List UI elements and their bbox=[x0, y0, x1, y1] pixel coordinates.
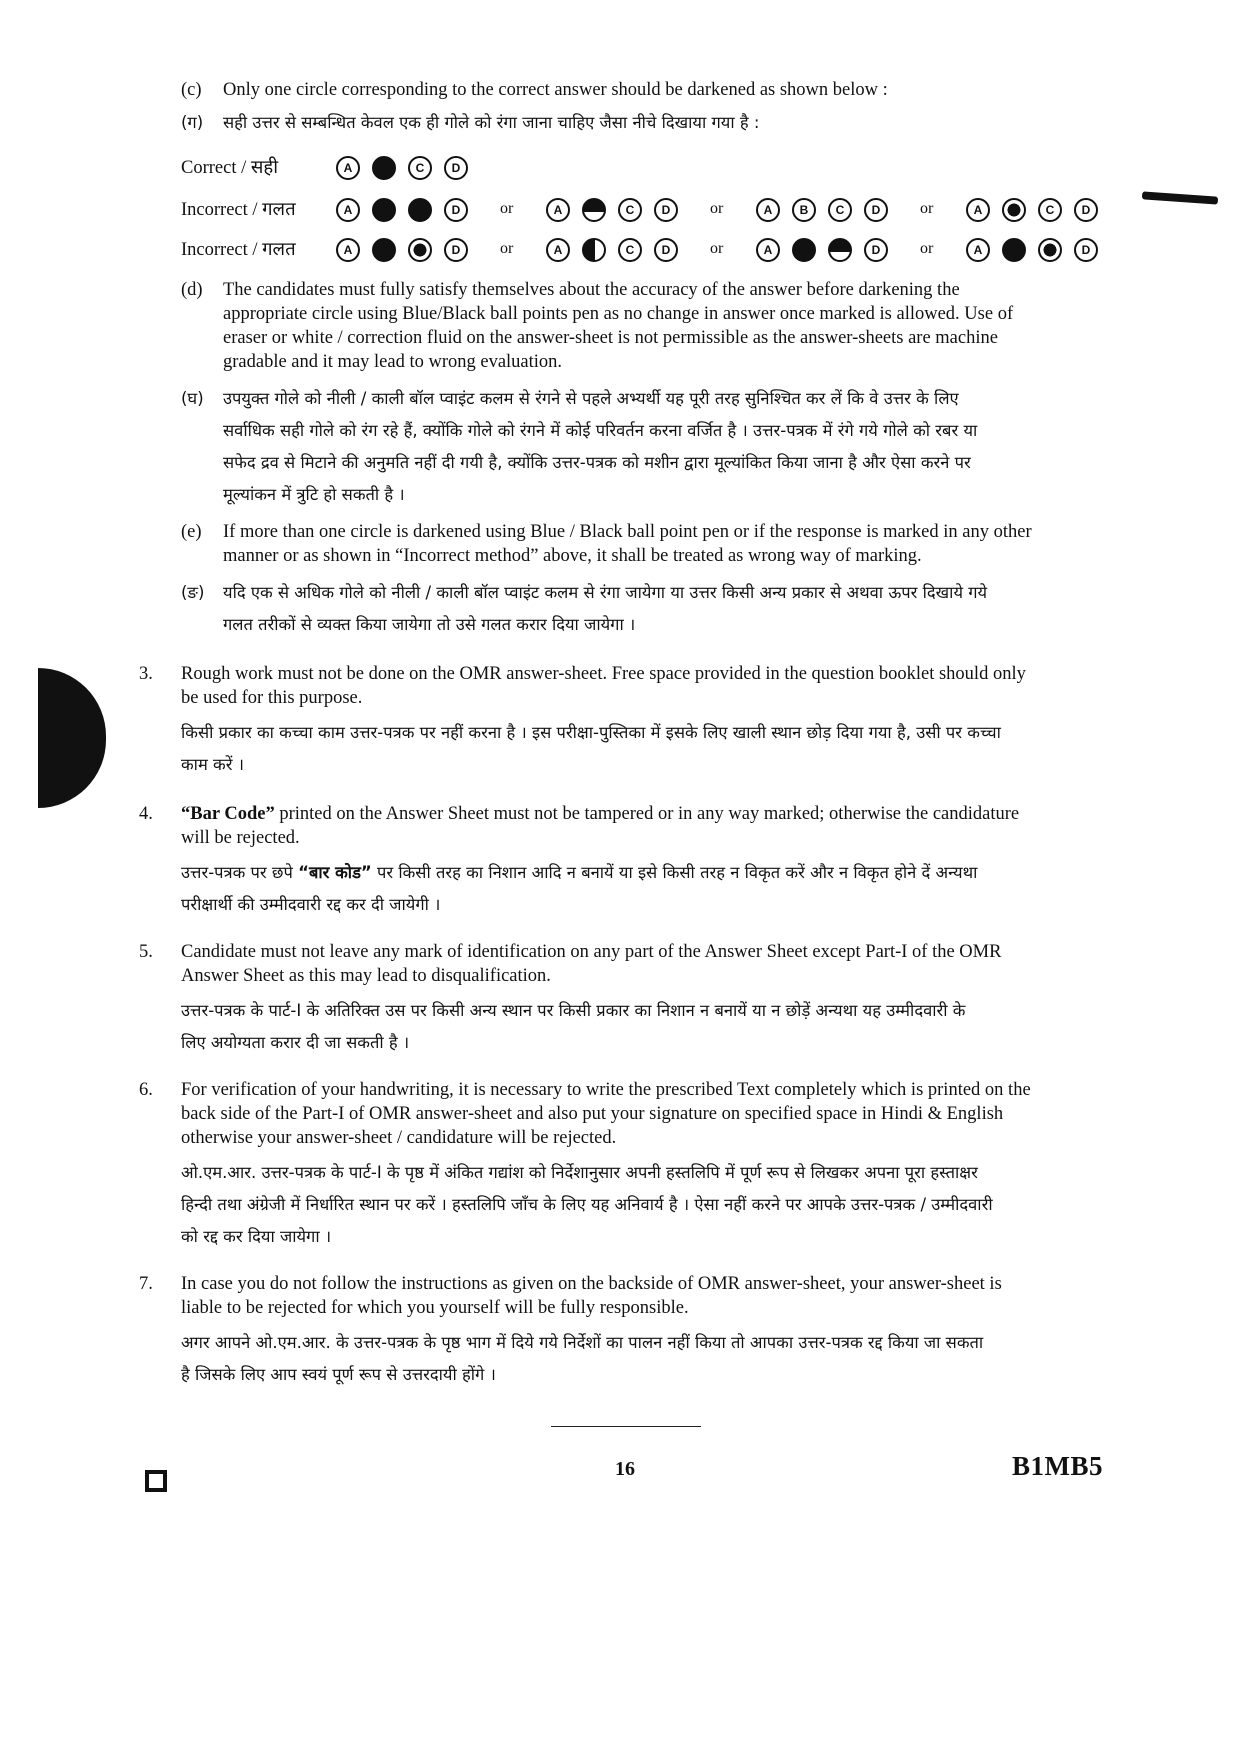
bubble-b-filled bbox=[1002, 238, 1026, 262]
bubble-a: A bbox=[966, 198, 990, 222]
item-d-hindi-line-1: उपयुक्त गोले को नीली / काली बॉल प्वाइंट कलम से रंगने से पहले अभ्यर्थी यह पूरी तरह सुनिश्चित कर लें कि वे उत्तर के लिए bbox=[223, 389, 959, 408]
item-6-number: 6. bbox=[139, 1080, 153, 1100]
incorrect-example-4 bbox=[966, 198, 1106, 226]
booklet-code: B1MB5 bbox=[1012, 1451, 1104, 1481]
item-3-line-1: Rough work must not be done on the OMR answer-sheet. Free space provided in the question booklet should only bbox=[181, 664, 1026, 684]
scan-registration-mark bbox=[38, 668, 106, 808]
item-6-line-2: back side of the Part-I of OMR answer-sheet and also put your signature on specified space in Hindi & English bbox=[181, 1104, 1004, 1124]
item-4-line-1-rest: printed on the Answer Sheet must not be tampered or in any way marked; otherwise the candidature bbox=[274, 804, 1020, 824]
bubble-d: D bbox=[864, 238, 888, 262]
bubble-d: D bbox=[444, 198, 468, 222]
item-5-line-2: Answer Sheet as this may lead to disqualification. bbox=[181, 966, 551, 986]
item-5-line-1: Candidate must not leave any mark of identification on any part of the Answer Sheet except Part-I of the OMR bbox=[181, 942, 1002, 962]
item-5-hindi-line-1: उत्तर-पत्रक के पार्ट-I के अतिरिक्त उस पर किसी अन्य स्थान पर किसी प्रकार का निशान न बनायें या न छोड़ें अन्यथा यह उम्मीदवारी के bbox=[181, 1001, 966, 1020]
bubble-d: D bbox=[444, 156, 468, 180]
corner-square-mark bbox=[145, 1470, 167, 1492]
bubble-a: A bbox=[546, 238, 570, 262]
bubble-a: A bbox=[336, 198, 360, 222]
item-e-hindi-line-1: यदि एक से अधिक गोले को नीली / काली बॉल प्वाइंट कलम से रंगा जायेगा या उत्तर किसी अन्य प्रकार से अथवा ऊपर दिखाये गये bbox=[223, 583, 988, 602]
bubble-d: D bbox=[654, 198, 678, 222]
item-c-label: (c) bbox=[181, 80, 202, 100]
incorrect-example-6 bbox=[546, 238, 686, 266]
incorrect-example-5 bbox=[336, 238, 476, 266]
item-3-hindi-line-2: काम करें । bbox=[181, 755, 244, 774]
item-3-number: 3. bbox=[139, 664, 153, 684]
incorrect-example-1 bbox=[336, 198, 476, 226]
item-e-line-1: If more than one circle is darkened using Blue / Black ball point pen or if the response is marked in any other bbox=[223, 522, 1032, 542]
bubble-c-partial bbox=[828, 238, 852, 262]
or-text: or bbox=[710, 240, 724, 257]
item-e-line-2: manner or as shown in “Incorrect method” above, it shall be treated as wrong way of marking. bbox=[223, 546, 922, 566]
item-6-line-1: For verification of your handwriting, it is necessary to write the prescribed Text completely which is printed on the bbox=[181, 1080, 1031, 1100]
bubble-b-partial bbox=[582, 198, 606, 222]
bubble-d: D bbox=[654, 238, 678, 262]
item-6-hindi-line-2: हिन्दी तथा अंग्रेजी में निर्धारित स्थान पर करें । हस्तलिपि जाँच के लिए यह अनिवार्य है । ऐसा नहीं करने पर आपके उत्तर-पत्रक / उम्मीदवारी bbox=[181, 1195, 993, 1214]
item-d-hindi-line-3: सफेद द्रव से मिटाने की अनुमति नहीं दी गयी है, क्योंकि उत्तर-पत्रक को मशीन द्वारा मूल्यांकित किया जाना है और ऐसा करने पर bbox=[223, 453, 971, 472]
or-text: or bbox=[710, 200, 724, 217]
incorrect-example-3 bbox=[756, 198, 896, 226]
bar-code-term-hindi: “बार कोड” bbox=[298, 863, 372, 882]
item-4-line-2: will be rejected. bbox=[181, 828, 300, 848]
item-4-hindi-post: पर किसी तरह का निशान आदि न बनायें या इसे किसी तरह न विकृत करें और न विकृत होने दें अन्यथा bbox=[371, 863, 978, 882]
item-3-hindi-line-1: किसी प्रकार का कच्चा काम उत्तर-पत्रक पर नहीं करना है । इस परीक्षा-पुस्तिका में इसके लिए खाली स्थान छोड़ दिया गया है, उसी पर कच्चा bbox=[181, 723, 1001, 742]
bubble-a: A bbox=[546, 198, 570, 222]
item-e-hindi-line-2: गलत तरीकों से व्यक्त किया जायेगा तो उसे गलत करार दिया जायेगा । bbox=[223, 615, 636, 634]
incorrect-example-2 bbox=[546, 198, 686, 226]
item-e-hindi-label: (ङ) bbox=[181, 583, 205, 602]
bubble-b-filled bbox=[372, 198, 396, 222]
item-e-label: (e) bbox=[181, 522, 202, 542]
incorrect-label-2: Incorrect / गलत bbox=[181, 240, 296, 260]
bubble-a: A bbox=[336, 156, 360, 180]
item-d-hindi-line-4: मूल्यांकन में त्रुटि हो सकती है । bbox=[223, 485, 405, 504]
bubble-d: D bbox=[1074, 198, 1098, 222]
item-d-hindi-line-2: सर्वाधिक सही गोले को रंग रहे हैं, क्योंकि गोले को रंगने में कोई परिवर्तन करना वर्जित है । उत्तर-पत्रक में रंगे गये गोले को रबर या bbox=[223, 421, 978, 440]
bubble-b-ticked: B bbox=[792, 198, 816, 222]
bubble-c: C bbox=[618, 198, 642, 222]
correct-label: Correct / सही bbox=[181, 158, 278, 178]
item-d-line-2: appropriate circle using Blue/Black ball points pen as no change in answer once marked is allowed. Use of bbox=[223, 304, 1014, 324]
or-text: or bbox=[500, 200, 514, 217]
item-4-hindi-pre: उत्तर-पत्रक पर छपे bbox=[181, 863, 299, 882]
item-3-line-2: be used for this purpose. bbox=[181, 688, 363, 708]
item-7-line-2: liable to be rejected for which you yourself will be fully responsible. bbox=[181, 1298, 689, 1318]
item-4-line-1 bbox=[181, 802, 1019, 826]
item-7-number: 7. bbox=[139, 1274, 153, 1294]
item-7-line-1: In case you do not follow the instructions as given on the backside of OMR answer-sheet, your answer-sheet is bbox=[181, 1274, 1002, 1294]
page-number: 16 bbox=[615, 1458, 635, 1480]
item-6-hindi-line-1: ओ.एम.आर. उत्तर-पत्रक के पार्ट-I के पृष्ठ में अंकित गद्यांश को निर्देशानुसार अपनी हस्तलिपि में पूर्ण रूप से लिखकर अपना पूरा हस्ताक्षर bbox=[181, 1163, 978, 1182]
correct-example bbox=[336, 156, 476, 184]
bubble-d: D bbox=[444, 238, 468, 262]
item-c-hindi-label: (ग) bbox=[181, 113, 204, 132]
item-7-hindi-line-2: है जिसके लिए आप स्वयं पूर्ण रूप से उत्तरदायी होंगे । bbox=[181, 1365, 496, 1384]
item-d-label: (d) bbox=[181, 280, 203, 300]
bubble-c: C bbox=[828, 198, 852, 222]
item-4-hindi-line-2: परीक्षार्थी की उम्मीदवारी रद्द कर दी जायेगी । bbox=[181, 895, 441, 914]
bubble-a: A bbox=[966, 238, 990, 262]
item-d-line-1: The candidates must fully satisfy themselves about the accuracy of the answer before darkening the bbox=[223, 280, 960, 300]
item-c-text: Only one circle corresponding to the correct answer should be darkened as shown below : bbox=[223, 80, 888, 100]
item-c-hindi-text: सही उत्तर से सम्बन्धित केवल एक ही गोले को रंगा जाना चाहिए जैसा नीचे दिखाया गया है : bbox=[223, 113, 760, 132]
or-text: or bbox=[920, 200, 934, 217]
item-d-hindi-label: (घ) bbox=[181, 389, 204, 408]
item-6-hindi-line-3: को रद्द कर दिया जायेगा । bbox=[181, 1227, 332, 1246]
bubble-c-filled bbox=[408, 198, 432, 222]
bubble-a: A bbox=[756, 238, 780, 262]
item-7-hindi-line-1: अगर आपने ओ.एम.आर. के उत्तर-पत्रक के पृष्ठ भाग में दिये गये निर्देशों का पालन नहीं किया तो आपका उत्तर-पत्रक रद्द किया जा सकता bbox=[181, 1333, 984, 1352]
bubble-b-crossed bbox=[1002, 198, 1026, 222]
incorrect-label-1: Incorrect / गलत bbox=[181, 200, 296, 220]
item-4-number: 4. bbox=[139, 804, 153, 824]
bubble-c: C bbox=[618, 238, 642, 262]
bubble-b-filled bbox=[792, 238, 816, 262]
bubble-d: D bbox=[1074, 238, 1098, 262]
bubble-c: C bbox=[1038, 198, 1062, 222]
item-d-line-4: gradable and it may lead to wrong evaluation. bbox=[223, 352, 563, 372]
item-6-line-3: otherwise your answer-sheet / candidature will be rejected. bbox=[181, 1128, 617, 1148]
incorrect-example-7 bbox=[756, 238, 896, 266]
bubble-b-partial bbox=[582, 238, 606, 262]
incorrect-example-8 bbox=[966, 238, 1106, 266]
bar-code-term: “Bar Code” bbox=[181, 804, 275, 824]
item-5-hindi-line-2: लिए अयोग्यता करार दी जा सकती है । bbox=[181, 1033, 410, 1052]
bubble-d: D bbox=[864, 198, 888, 222]
scan-edge-dash bbox=[1142, 191, 1218, 204]
bubble-c: C bbox=[408, 156, 432, 180]
bubble-c-crossed bbox=[1038, 238, 1062, 262]
bubble-a: A bbox=[756, 198, 780, 222]
item-4-hindi-line-1 bbox=[181, 858, 977, 888]
bubble-b-filled bbox=[372, 156, 396, 180]
item-d-line-3: eraser or white / correction fluid on the answer-sheet is not permissible as the answer-sheets are machine bbox=[223, 328, 998, 348]
bubble-c-crossed bbox=[408, 238, 432, 262]
item-5-number: 5. bbox=[139, 942, 153, 962]
bubble-a: A bbox=[336, 238, 360, 262]
end-rule bbox=[551, 1426, 701, 1427]
or-text: or bbox=[920, 240, 934, 257]
bubble-b-filled bbox=[372, 238, 396, 262]
or-text: or bbox=[500, 240, 514, 257]
